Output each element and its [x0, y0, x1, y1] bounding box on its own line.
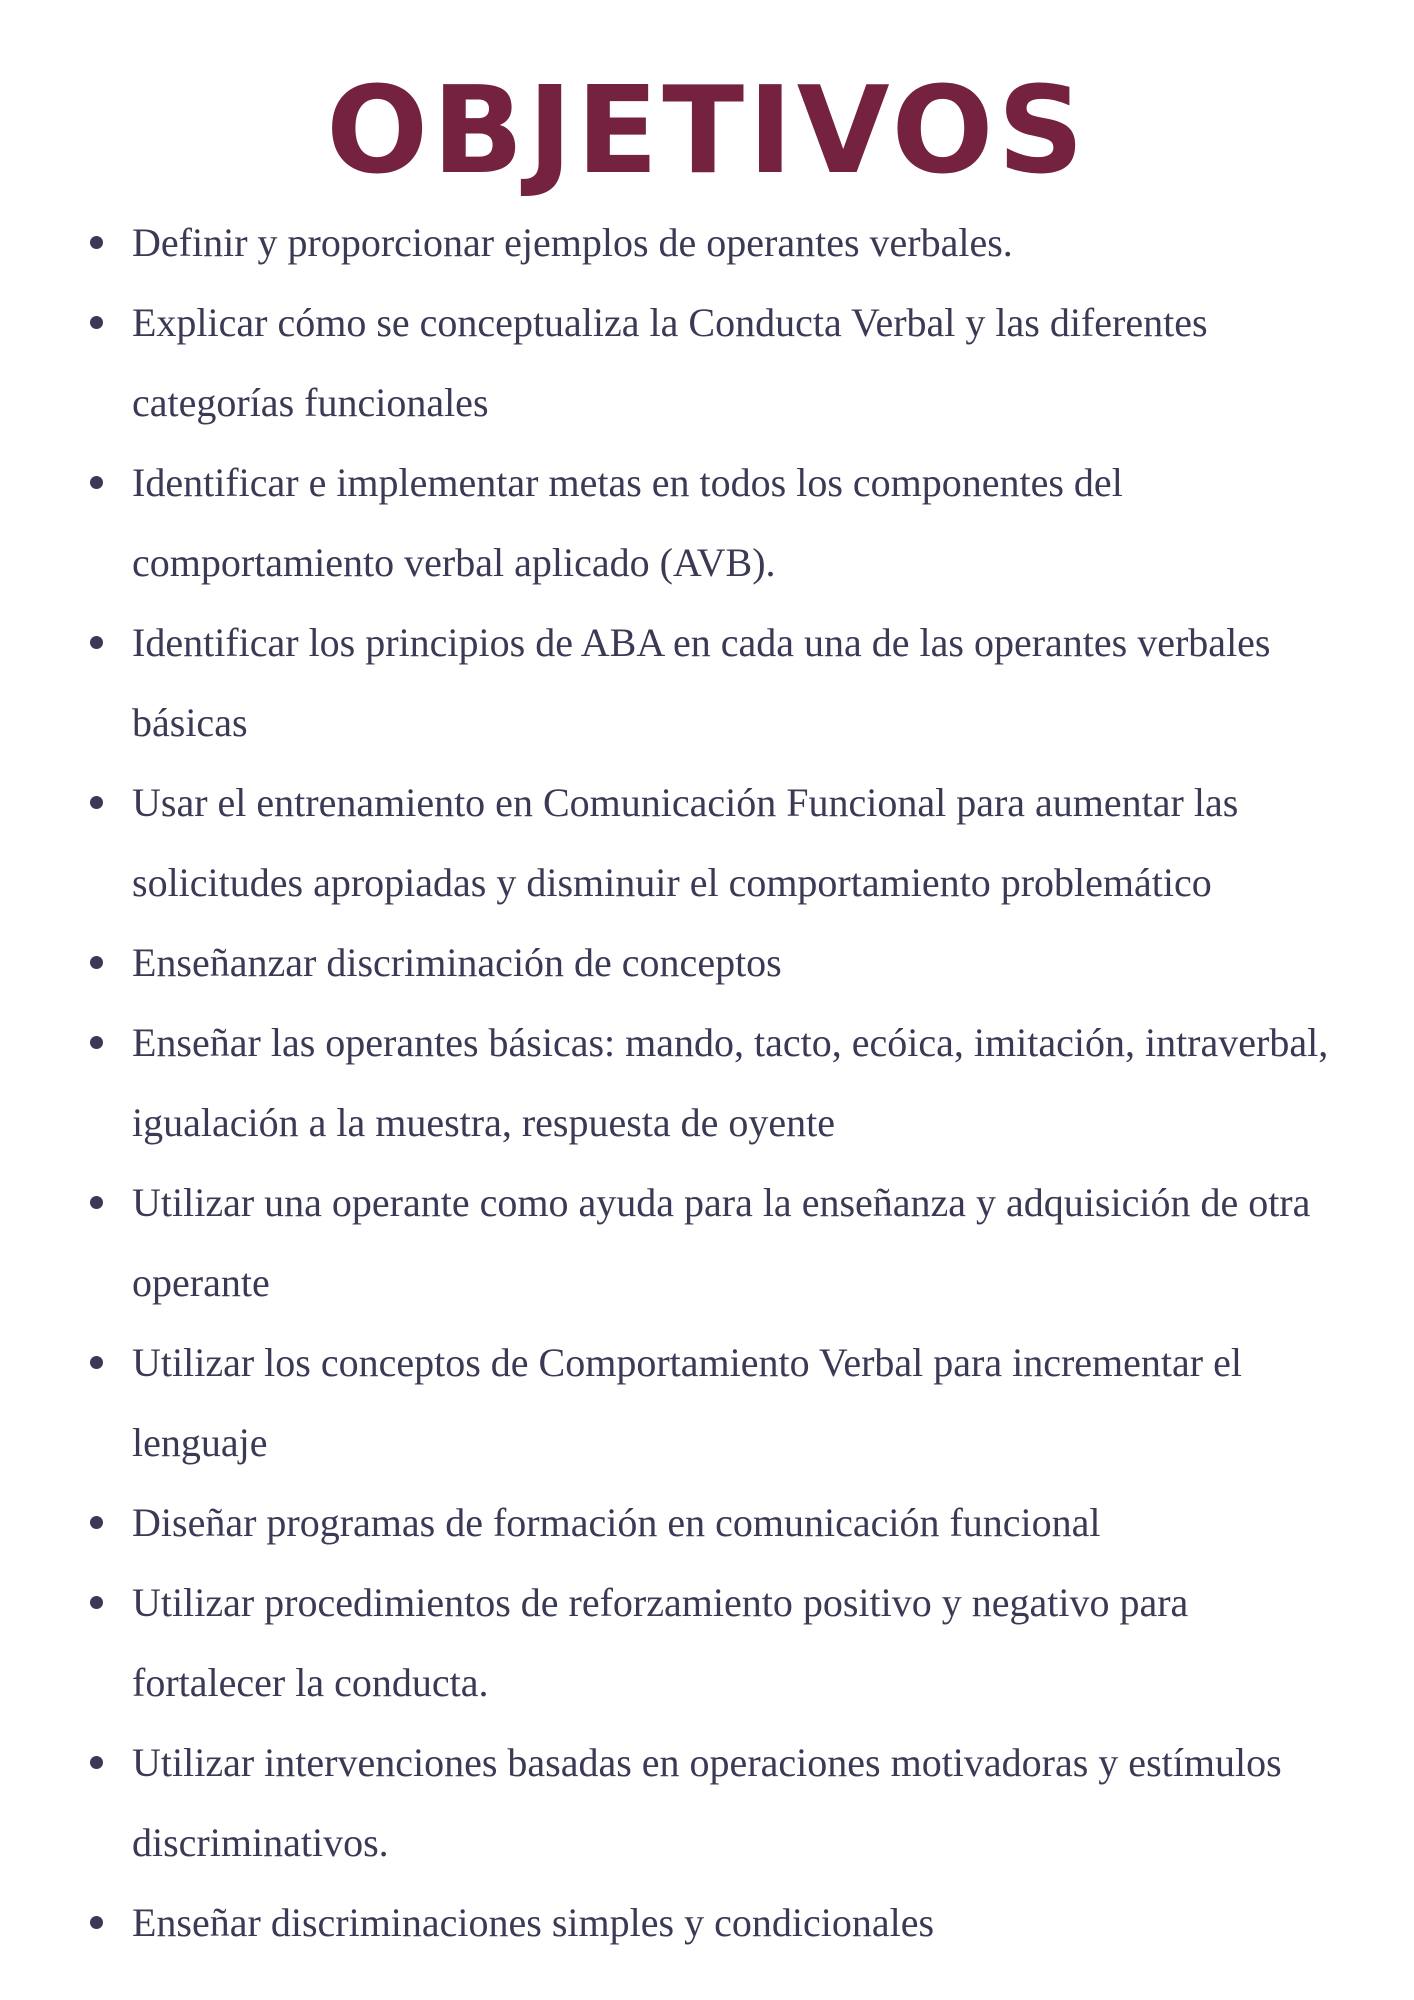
bullet-icon — [90, 316, 103, 329]
list-item-text: Enseñar discriminaciones simples y condicionales — [132, 1900, 935, 1945]
list-item — [80, 203, 1340, 283]
list-item-text: Utilizar procedimientos de reforzamiento positivo y negativo para fortalecer la conducta. — [132, 1580, 1189, 1705]
bullet-icon — [90, 1756, 103, 1769]
list-item — [80, 763, 1340, 923]
bullet-icon — [90, 476, 103, 489]
list-item — [80, 283, 1340, 443]
bullet-icon — [90, 1596, 103, 1609]
bullet-icon — [90, 796, 103, 809]
list-item — [80, 1003, 1340, 1163]
bullet-icon — [90, 956, 103, 969]
list-item-text: Utilizar una operante como ayuda para la enseñanza y adquisición de otra operante — [132, 1180, 1311, 1305]
list-item-text: Identificar los principios de ABA en cada una de las operantes verbales básicas — [132, 620, 1271, 745]
list-item-text: Utilizar los conceptos de Comportamiento Verbal para incrementar el lenguaje — [132, 1340, 1242, 1465]
list-item-text: Explicar cómo se conceptualiza la Conducta Verbal y las diferentes categorías funcionales — [132, 300, 1208, 425]
bullet-icon — [90, 1516, 103, 1529]
bullet-icon — [90, 1356, 103, 1369]
list-item — [80, 1883, 1340, 1963]
list-item — [80, 1563, 1340, 1723]
list-item-text: Diseñar programas de formación en comunicación funcional — [132, 1500, 1101, 1545]
list-item — [80, 603, 1340, 763]
list-item-text: Definir y proporcionar ejemplos de operantes verbales. — [132, 220, 1013, 265]
list-item — [80, 1483, 1340, 1563]
bullet-icon — [90, 636, 103, 649]
bullet-icon — [90, 1916, 103, 1929]
list-item-text: Enseñar las operantes básicas: mando, tacto, ecóica, imitación, intraverbal, igualación a la muestra, respuesta de oyente — [132, 1020, 1329, 1145]
list-item — [80, 1723, 1340, 1883]
list-item-text: Identificar e implementar metas en todos los componentes del comportamiento verbal aplicado (AVB). — [132, 460, 1123, 585]
page-title: OBJETIVOS — [326, 62, 1088, 201]
list-item-text: Utilizar intervenciones basadas en operaciones motivadoras y estímulos discriminativos. — [132, 1740, 1282, 1865]
bullet-icon — [90, 236, 103, 249]
objectives-list — [80, 203, 1340, 1963]
bullet-icon — [90, 1036, 103, 1049]
bullet-icon — [90, 1196, 103, 1209]
list-item — [80, 1323, 1340, 1483]
list-item-text: Enseñanzar discriminación de conceptos — [132, 940, 782, 985]
list-item-text: Usar el entrenamiento en Comunicación Funcional para aumentar las solicitudes apropiadas y disminuir el comportamiento problemático — [132, 780, 1239, 905]
list-item — [80, 443, 1340, 603]
list-item — [80, 1163, 1340, 1323]
list-item — [80, 923, 1340, 1003]
